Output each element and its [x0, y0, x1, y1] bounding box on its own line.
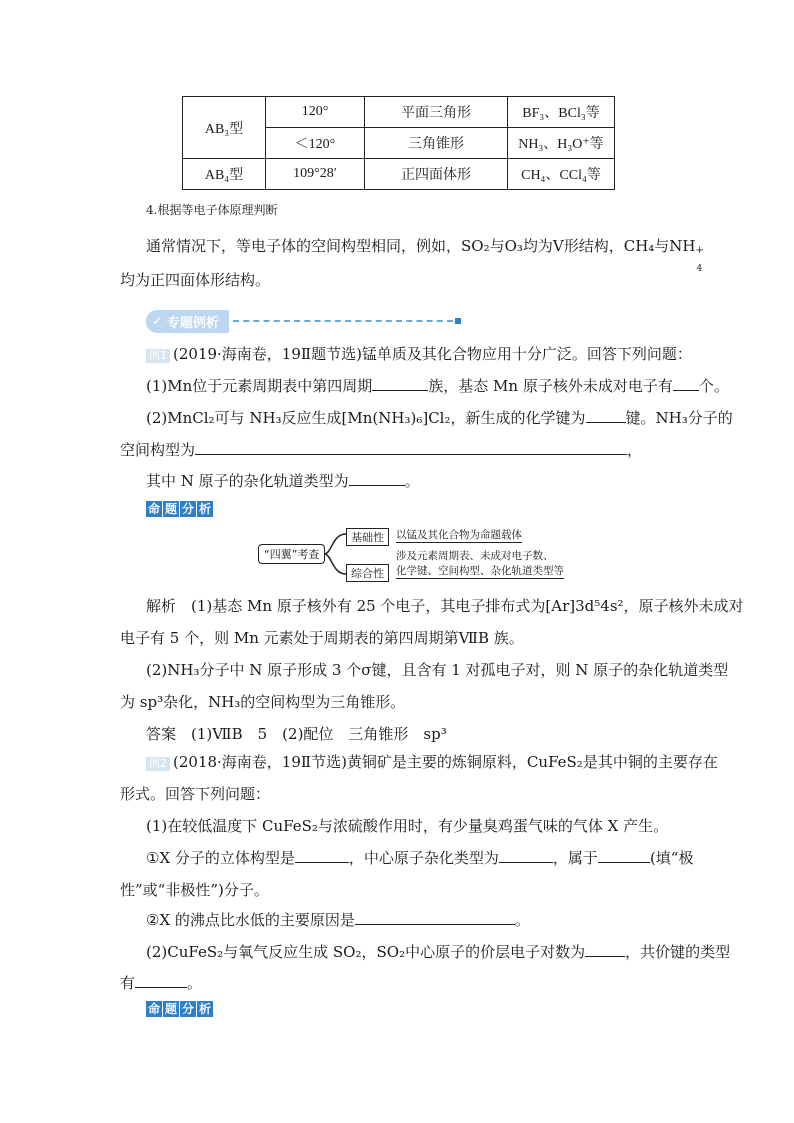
para1-line2: 均为正四面体形结构。 [120, 271, 271, 289]
table-cell-angle: ＜120° [266, 128, 365, 159]
table-cell-type: AB₃型 [183, 97, 266, 159]
section-banner-label: 专题例析 [166, 315, 219, 331]
badge-char: 命 [147, 1002, 160, 1016]
answer-blank[interactable] [349, 471, 405, 486]
answer-blank[interactable] [195, 440, 627, 455]
example-tag: 例1 [146, 349, 170, 363]
heading-4: 4.根据等电子体原理判断 [146, 203, 278, 217]
ex1-q2-text-c: 空间构型为 [120, 441, 196, 459]
dashed-divider [233, 320, 453, 322]
nh4-sub: 4 [696, 264, 703, 274]
table-cell-angle: 109°28′ [266, 159, 365, 190]
ex2-q2-text-c: 有 [120, 974, 136, 992]
shape-table [182, 96, 615, 190]
badge-char: 命 [147, 502, 160, 516]
answer-blank[interactable] [135, 973, 187, 988]
answer-blank[interactable] [355, 910, 515, 925]
ex1-q2-line2 [120, 440, 676, 460]
table-cell-shape: 三角锥形 [365, 128, 508, 159]
answer-blank[interactable] [585, 942, 625, 957]
badge-char: 题 [164, 1002, 177, 1016]
ex2-q1ii-text-a: ②X 的沸点比水低的主要原因是 [146, 911, 355, 929]
divider-end-marker [455, 318, 461, 324]
mind-map-text-comprehensive-1: 涉及元素周期表、未成对电子数、 [396, 550, 554, 562]
ex2-intro [146, 752, 718, 772]
ex2-q1i-line2: 性”或“非极性”)分子。 [120, 881, 269, 899]
table-cell-examples: CH₄、CCl₄等 [508, 159, 615, 190]
ex2-q1ii-text-b: 。 [514, 911, 530, 929]
table-cell-shape: 平面三角形 [365, 97, 508, 128]
table-cell-shape: 正四面体形 [365, 159, 508, 190]
ex1-q2-text-d: ， [627, 441, 643, 459]
solution-line3: (2)NH₃分子中 N 原子形成 3 个σ键，且含有 1 对孤电子对，则 N 原子的杂化轨道类型 [146, 661, 729, 679]
ex1-q2-text-f: 。 [404, 472, 420, 490]
ex2-q1i-text-c: ，属于 [552, 849, 598, 867]
table-cell-examples: BF₃、BCl₃等 [508, 97, 615, 128]
ex1-q2-line3 [146, 471, 702, 491]
ex1-q1-text-c: 个。 [698, 377, 729, 395]
mind-map-node-comprehensive: 综合性 [346, 564, 389, 582]
table-cell-type: AB₄型 [183, 159, 266, 190]
badge-char: 题 [164, 502, 177, 516]
ex2-q2-text-d: 。 [187, 974, 203, 992]
ex1-intro-text: (2019·海南卷，19Ⅱ题节选)锰单质及其化合物应用十分广泛。回答下列问题： [173, 345, 692, 363]
ex1-q1-text-b: 族，基态 Mn 原子核外未成对电子有 [428, 377, 673, 395]
ex2-q2 [146, 942, 731, 962]
ex2-q1i-text-a: ①X 分子的立体构型是 [146, 849, 295, 867]
ex2-q2-text-a: (2)CuFeS₂与氧气反应生成 SO₂，SO₂中心原子的价层电子对数为 [146, 943, 586, 961]
badge-char: 析 [198, 1002, 211, 1016]
para1-text: 通常情况下，等电子体的空间构型相同，例如，SO₂与O₃均为V形结构，CH₄与NH [146, 237, 696, 255]
badge-char: 析 [198, 502, 211, 516]
para1-line1 [146, 236, 704, 274]
answer-blank[interactable] [372, 376, 428, 391]
check-icon: ✓ [152, 313, 163, 329]
analysis-badge [146, 501, 213, 517]
answer-blank[interactable] [586, 408, 626, 423]
ex2-q1: (1)在较低温度下 CuFeS₂与浓硫酸作用时，有少量臭鸡蛋气味的气体 X 产生。 [146, 817, 669, 835]
solution-line1: 解析 (1)基态 Mn 原子核外有 25 个电子，其电子排布式为[Ar]3d⁵4s²，原子核外未成对 [146, 597, 744, 615]
ex2-q1ii [146, 910, 702, 930]
answer-blank[interactable] [673, 376, 699, 391]
answer-blank[interactable] [598, 848, 650, 863]
answer-line: 答案 (1)ⅦB 5 (2)配位 三角锥形 sp³ [146, 725, 447, 743]
analysis-badge [146, 1001, 213, 1017]
section-banner [146, 310, 461, 332]
ex1-intro [146, 344, 702, 364]
ex2-q2-text-b: ，共价键的类型 [625, 943, 731, 961]
example-tag: 例2 [146, 757, 170, 771]
ex1-q2 [146, 408, 733, 428]
table-cell-angle: 120° [266, 97, 365, 128]
ex1-q2-text-e: 其中 N 原子的杂化轨道类型为 [146, 472, 349, 490]
mind-map-root: “四翼”考查 [258, 544, 325, 564]
ex2-intro-text: (2018·海南卷，19Ⅱ节选)黄铜矿是主要的炼铜原料，CuFeS₂是其中铜的主要存在 [173, 753, 718, 771]
badge-char: 分 [181, 502, 194, 516]
section-banner-tag [146, 310, 229, 333]
ex1-q2-text-b: 键。NH₃分子的 [625, 409, 733, 427]
ex1-q1-text-a: (1)Mn位于元素周期表中第四周期 [146, 377, 373, 395]
ex2-q1i [146, 848, 702, 868]
badge-char: 分 [181, 1002, 194, 1016]
mind-map-text-comprehensive-2: 化学键、空间构型、杂化轨道类型等 [396, 565, 564, 577]
answer-blank[interactable] [295, 848, 349, 863]
ex1-q2-text-a: (2)MnCl₂可与 NH₃反应生成[Mn(NH₃)₆]Cl₂，新生成的化学键为 [146, 409, 586, 427]
mind-map [258, 524, 568, 584]
nh4-sup: + [695, 245, 704, 256]
solution-line4: 为 sp³杂化，NH₃的空间构型为三角锥形。 [120, 693, 406, 711]
mind-map-text-basic: 以锰及其化合物为命题载体 [396, 529, 522, 541]
ex2-q1i-text-d: (填“极 [649, 849, 694, 867]
solution-line2: 电子有 5 个，则 Mn 元素处于周期表的第四周期第ⅦB 族。 [120, 629, 524, 647]
ex1-q1 [146, 376, 729, 396]
table-cell-examples: NH₃、H₃O⁺等 [508, 128, 615, 159]
ex2-q2-line2 [120, 973, 676, 993]
ex2-q1i-text-b: ，中心原子杂化类型为 [348, 849, 499, 867]
answer-blank[interactable] [499, 848, 553, 863]
table-row [183, 159, 615, 190]
ex2-intro-line2: 形式。回答下列问题： [120, 785, 271, 803]
mind-map-node-basic: 基础性 [346, 528, 389, 546]
table-row [183, 97, 615, 128]
